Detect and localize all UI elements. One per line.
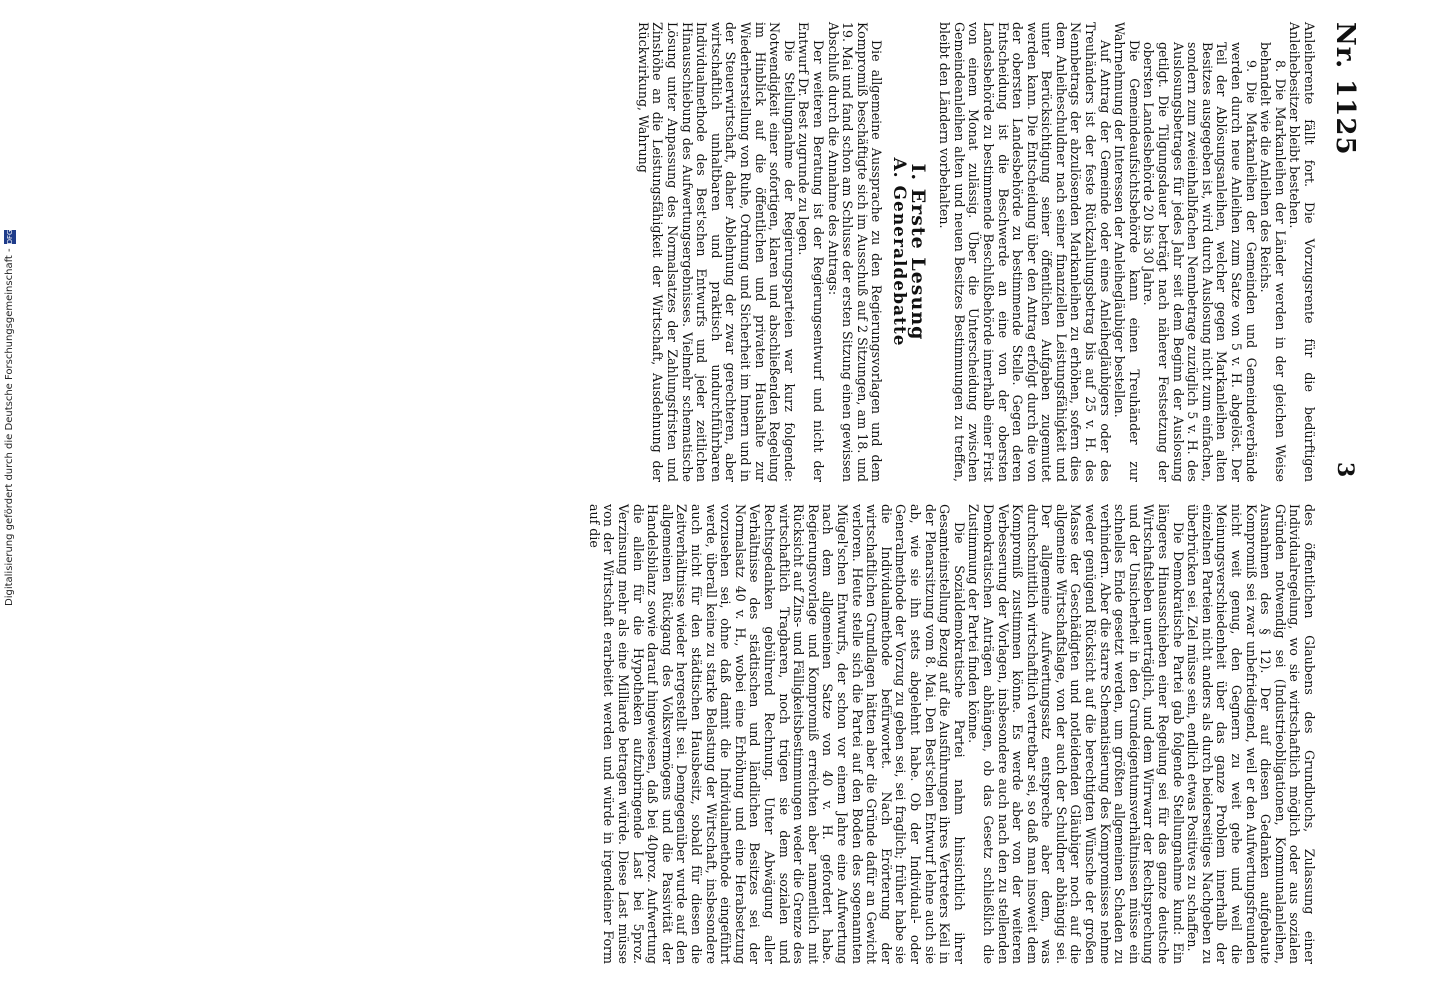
paragraph: des öffentlichen Glaubens des Grundbuchs, Zulassung einer Individualregelung, wo sie wirtschaftlich möglich oder aus sozialen Gründen notwendig sei (Industrieobligationen, Kommunalanleihen, Ausnahmen des § 12). Der auf diesen Gedanken aufgebaute Kompromiß sei zwar unbefriedigend, weil er den Aufwertungsfreunden nicht weit genug, den Gegnern zu weit gehe und weil die Meinungsverschiedenheit über das ganze Problem innerhalb der einzelnen Parteien nicht anders als durch beiderseitiges Nachgeben zu überbrücken sei. Ziel müsse sein, endlich etwas Positives zu schaffen.: [1185, 504, 1317, 964]
right-column: [586, 504, 1316, 964]
paragraph: Die Sozialdemokratische Partei nahm hinsichtlich ihrer Gesamteinstellung Bezug auf die Ausführungen ihres Vertreters Keil in der Plenarsitzung vom 8. Mai. Den Best'schen Entwurf lehne auch sie ab, wie sie ihn stets abgelehnt habe. Ob der Individual- oder Generalmethode der Vorzug zu geben sei, sei fraglich; früher habe sie die Individualmethode befürwortet. Nach Erörterung der wirtschaftlichen Grundlagen hätten aber die Gründe dafür an Gewicht verloren. Heute stelle sich die Partei auf den Boden des sogenannten Mügel'schen Entwurfs, der schon vor einem Jahre eine Aufwertung nach dem allgemeinen Satze von 40 v. H. gefordert habe. Regierungsvorlage und Kompromiß erreichten aber namentlich mit Rücksicht auf Zins- und Fälligkeitsbestimmungen weder die Grenze des wirtschaftlich Tragbaren, noch trügen sie dem sozialen und Rechtsgedanken gebührend Rechnung. Unter Abwägung aller Verhältnisse des städtischen und ländlichen Besitzes sei der Normalsatz 40 v. H., wobei eine Erhöhung und eine Herabsetzung vorzusehen sei, ohne daß damit die Individualmethode eingeführt werde, überall keine zu starke Belastung der Wirtschaft, insbesondere auch nicht für den städtischen Hausbesitz, sobald für diesen die Zeitverhältnisse wieder hergestellt sei. Demgegenüber wurde auf den allgemeinen Rückgang des Volksvermögens und die Passivität der Handelsbilanz sowie darauf hingewiesen, daß bei 40proz. Aufwertung die allein für die Hypotheken aufzubringende Last bei 5proz. Verzinsung mehr als eine Milliarde betragen würde. Diese Last müsse von der Wirtschaft erarbeitet werden und würde in irgendeiner Form auf die: [586, 504, 967, 964]
intro-paragraph: Anleiherente fällt fort. Die Vorzugsrente für die bedürftigen Anleihebesitzer bleibt bestehen.: [1287, 22, 1317, 482]
item-text: Die Markanleihen der Gemeinden und Gemeindeverbände werden durch neue Anleihen zum Satze von 5 v. H. abgelöst. Der Teil der Ablösungsanleihen, welcher gegen Markanleihen alten Besitzes ausgegeben ist, wird durch Auslosung nicht zum einfachen, sondern zum zweieinhalbfachen Nennbetrage zuzüglich 5 v. H. des Auslosungsbetrages für jedes Jahr seit dem Beginn der Auslosung getilgt. Die Tilgungsdauer beträgt nach näherer Festsetzung der obersten Landesbehörde 20 bis 30 Jahre.: [1141, 42, 1259, 482]
credit-text: Digitalisierung gefördert durch die Deutsche Forschungsgemeinschaft -: [4, 248, 15, 606]
digitization-credit: [4, 206, 28, 606]
item-number: 8.: [1272, 60, 1288, 73]
page-center-number: 3: [1332, 462, 1358, 478]
page-header: [1320, 22, 1360, 972]
paragraph: Der weiteren Beratung ist der Regierungsentwurf und nicht der Entwurf Dr. Best zugrunde zu legen.: [796, 22, 826, 482]
item-text: Die Markanleihen der Länder werden in der gleichen Weise behandelt wie die Anleihen des Reichs.: [1258, 42, 1288, 482]
rotated-page-content: [120, 22, 1360, 972]
paragraph: Die Stellungnahme der Regierungsparteien war kurz folgende: Notwendigkeit einer sofortigen, klaren und abschließenden Regelung im Hinblick auf die öffentlichen und privaten Haushalte zur Wiederherstellung von Ruhe, Ordnung und Sicherheit im Innern und in der Steuerwirtschaft, daher Ablehnung der zwar gerechteren, aber wirtschaftlich unhaltbaren und praktisch undurchführbaren Individualmethode des Best'schen Entwurfs und jeder zeitlichen Hinausschiebung des Aufwertungsergebnisses. Vielmehr schematische Lösung unter Anpassung des Normalsatzes der Zahlungsfristen und Zinshöhe an die Leistungsfähigkeit der Wirtschaft, Ausdehnung der Rückwirkung, Wahrung: [635, 22, 797, 482]
document-number: Nr. 1125: [1330, 22, 1360, 156]
section-heading: I. Erste Lesung: [906, 163, 929, 341]
subsection-heading: A. Generaldebatte: [888, 157, 909, 347]
dfg-logo-icon: DFG: [6, 229, 14, 245]
paragraph: Die Demokratische Partei gab folgende Stellungnahme kund: Ein längeres Hinausschieben einer Regelung sei für das ganze deutsche Wirtschaftsleben unerträglich, und dem Wirrwarr der Rechtsprechung und der Unsicherheit in den Grundeigentumsverhältnissen müsse ein schnelles Ende gesetzt werden, um größten allgemeinen Schaden zu verhindern. Aber die starre Schematisierung des Kompromisses nehme weder genügend Rücksicht auf die berechtigten Wünsche der großen Masse der Geschädigten und notleidenden Gläubiger noch auf die allgemeine Wirtschaftslage, von der auch der Schuldner abhängig sei. Der allgemeine Aufwertungssatz entspreche aber dem, was durchschnittlich wirtschaftlich vertretbar sei, so daß man insoweit dem Kompromiß zustimmen könne. Es werde aber von der weiteren Verbesserung der Vorlagen, insbesondere auch nach den zu stellenden Demokratischen Anträgen abhängen, ob das Gesetz schließlich die Zustimmung der Partei finden könne.: [966, 504, 1186, 964]
paragraph: Die Gemeindeaufsichtsbehörde kann einen Treuhänder zur Wahrnehmung der Interessen der Anleihegläubiger bestellen.: [1112, 22, 1142, 482]
left-column: [635, 22, 1316, 482]
list-item-8: [1258, 22, 1287, 482]
item-number: 9.: [1243, 60, 1259, 73]
list-item-9: [1141, 22, 1258, 482]
paragraph: Die allgemeine Aussprache zu den Regierungsvorlagen und dem Kompromiß beschäftigte sich im Ausschuß auf 2 Sitzungen, am 18. und 19. Mai und fand schon am Schlusse der ersten Sitzung einen gewissen Abschluß durch die Annahme des Antrags:: [825, 22, 885, 482]
paragraph: Auf Antrag der Gemeinde oder eines Anleihegläubigers oder des Treuhänders ist der feste Rückzahlungsbetrag bis auf 25 v. H. des Nennbetrags der abzulösenden Markanleihen zu erhöhen, sofern dies dem Anleiheschuldner nach seiner finanziellen Leistungsfähigkeit und unter Berücksichtigung seiner öffentlichen Aufgaben zugemutet werden kann. Die Entscheidung über den Antrag erfolgt durch die von der obersten Landesbehörde zu bestimmende Stelle. Gegen deren Entscheidung ist die Beschwerde an eine von der obersten Landesbehörde zu bestimmende Beschlußbehörde innerhalb einer Frist von einem Monat zulässig. Über die Unterscheidung zwischen Gemeindeanleihen alten und neuen Besitzes Bestimmungen zu treffen, bleibt den Ländern vorbehalten.: [937, 22, 1113, 482]
